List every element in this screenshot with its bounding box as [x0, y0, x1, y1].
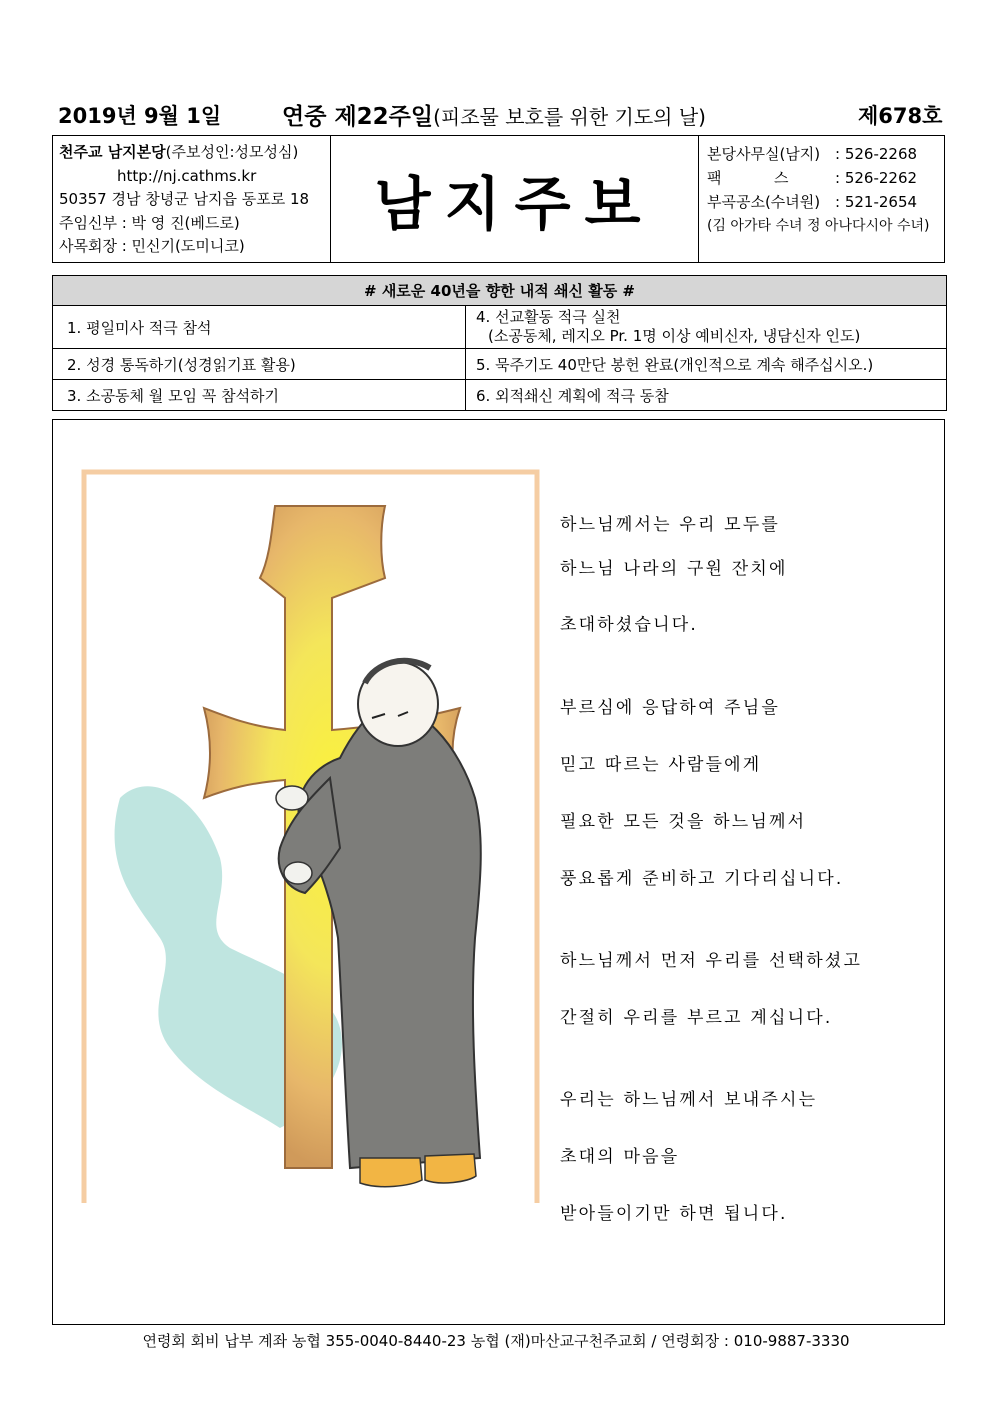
activities-heading: # 새로운 40년을 향한 내적 쇄신 활동 # [53, 276, 947, 306]
table-header-row [53, 276, 947, 306]
monk-foot [425, 1154, 476, 1183]
activity-item: 3. 소공동체 월 모임 꼭 참석하기 [53, 380, 466, 411]
activity-item [466, 306, 947, 349]
activity-item: 1. 평일미사 적극 참석 [53, 306, 466, 349]
poem-line: 풍요롭게 준비하고 기다리십니다. [560, 869, 844, 889]
monk-cross-illustration [80, 468, 540, 1203]
monk-hand [284, 862, 312, 884]
masthead [52, 135, 945, 263]
church-name: 천주교 남지본당 [59, 143, 166, 161]
poem-line: 초대의 마음을 [560, 1147, 680, 1167]
week-main: 연중 제22주일 [282, 104, 434, 130]
table-row [53, 349, 947, 380]
poem-line: 받아들이기만 하면 됩니다. [560, 1204, 788, 1224]
contact-row [707, 190, 944, 214]
parish-president: 사목회장 : 민신기(도미니코) [59, 237, 245, 255]
monk-foot [360, 1158, 422, 1187]
contact-label: 본당사무실(남지) [707, 145, 821, 163]
footer-account-info: 연령회 회비 납부 계좌 농협 355-0040-8440-23 농협 (재)마산교구천주교회 / 연령회장 : 010-9887-3330 [142, 1332, 850, 1350]
contact-info [698, 136, 944, 262]
poem-line: 초대하셨습니다. [560, 615, 698, 635]
bulletin-title: 남지주보 [374, 170, 655, 238]
contact-value: : 526-2268 [835, 145, 918, 163]
contact-row [707, 166, 944, 190]
church-info [53, 136, 331, 262]
activity-item: 5. 묵주기도 40만단 봉헌 완료(개인적으로 계속 해주십시오.) [466, 349, 947, 380]
activity-item: 6. 외적쇄신 계획에 적극 동참 [466, 380, 947, 411]
poem-line: 필요한 모든 것을 하느님께서 [560, 812, 807, 832]
issue-number: 제678호 [858, 104, 943, 128]
monk-hand [276, 786, 308, 810]
table-row [53, 380, 947, 411]
church-address: 50357 경남 창녕군 남지읍 동포로 18 [59, 190, 310, 208]
contact-value: : 521-2654 [835, 193, 918, 211]
church-name-line [59, 141, 330, 165]
contact-label: 팩 스 [707, 169, 789, 187]
renewal-activities-table [52, 275, 947, 411]
activity-item-title: 4. 선교활동 적극 실천 [476, 308, 621, 326]
poem-line: 하느님께서는 우리 모두를 [560, 515, 781, 535]
activity-item: 2. 성경 통독하기(성경읽기표 활용) [53, 349, 466, 380]
poem-line: 믿고 따르는 사람들에게 [560, 755, 762, 775]
contact-value: : 526-2262 [835, 169, 918, 187]
poem-line: 하느님 나라의 구원 잔치에 [560, 559, 788, 579]
contact-label: 부곡공소(수녀원) [707, 193, 821, 211]
contact-row [707, 142, 944, 166]
week-subtitle: (피조물 보호를 위한 기도의 날) [433, 105, 706, 129]
poem-line: 우리는 하느님께서 보내주시는 [560, 1090, 818, 1110]
pastor: 주임신부 : 박 영 진(베드로) [59, 213, 240, 232]
church-url[interactable]: http://nj.cathms.kr [117, 166, 257, 185]
issue-date: 2019년 9월 1일 [58, 104, 222, 128]
liturgical-week [282, 98, 706, 131]
table-row [53, 306, 947, 349]
nuns-names: (김 아가타 수녀 정 아나다시아 수녀) [707, 218, 930, 234]
activity-item-detail: (소공동체, 레지오 Pr. 1명 이상 예비신자, 냉담신자 인도) [488, 327, 861, 345]
church-patron: (주보성인:성모성심) [165, 143, 299, 161]
poem-line: 부르심에 응답하여 주님을 [560, 698, 781, 718]
poem-line: 간절히 우리를 부르고 계십니다. [560, 1008, 833, 1028]
poem-line: 하느님께서 먼저 우리를 선택하셨고 [560, 951, 863, 971]
